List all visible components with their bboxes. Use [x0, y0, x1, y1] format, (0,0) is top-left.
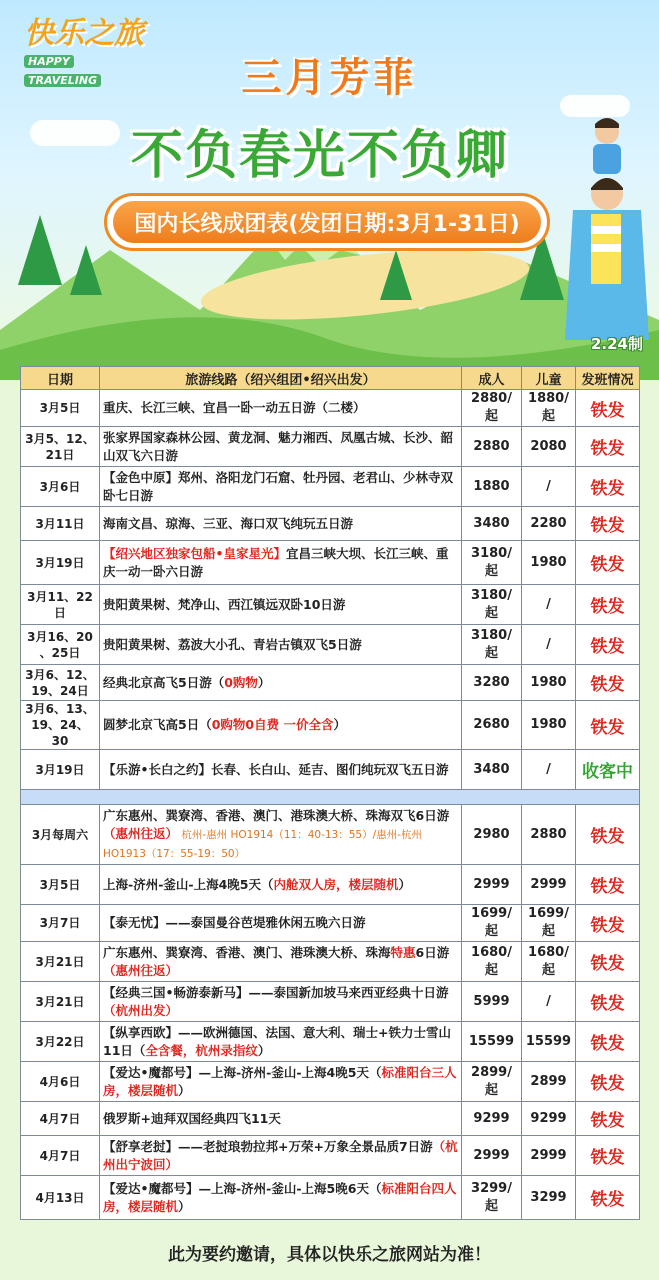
table-row	[21, 585, 640, 625]
status-badge: 铁发	[576, 1136, 640, 1176]
cell-date: 3月5日	[21, 865, 100, 905]
header-status: 发班情况	[576, 367, 640, 390]
route-text: （杭州出宁波回）	[103, 1138, 458, 1172]
table-row	[21, 750, 640, 790]
route-text: 贵阳黄果树、梵净山、西江镇远双卧10日游	[103, 596, 346, 612]
table-row	[21, 665, 640, 701]
logo-text: 快乐之旅	[24, 16, 144, 51]
cell-child-price: /	[522, 750, 576, 790]
cell-route	[100, 467, 462, 507]
version-label: 2.24制	[590, 335, 643, 353]
cell-child-price: 2999	[522, 865, 576, 905]
cell-adult-price: 3480	[462, 750, 522, 790]
cell-child-price: 2080	[522, 427, 576, 467]
cell-date: 3月6日	[21, 467, 100, 507]
cell-date: 3月22日	[21, 1022, 100, 1062]
schedule-banner-text: 国内长线成团表(发团日期:3月1-31日)	[113, 201, 541, 243]
status-badge: 铁发	[576, 427, 640, 467]
cell-adult-price: 5999	[462, 982, 522, 1022]
page-slogan: 不负春光不负卿	[130, 126, 509, 186]
cell-route	[100, 701, 462, 750]
cell-date: 3月21日	[21, 982, 100, 1022]
cell-route	[100, 625, 462, 665]
tree	[18, 215, 62, 285]
page-title: 三月芳菲	[241, 55, 418, 101]
table-row	[21, 701, 640, 750]
route-text: 宜昌三峡大坝、长江三峡、重庆一动一卧六日游	[103, 545, 449, 579]
cell-route	[100, 1062, 462, 1102]
cell-date: 3月21日	[21, 942, 100, 982]
cell-adult-price: 2880/ 起	[462, 390, 522, 427]
cell-date: 3月6、13、 19、24、30	[21, 701, 100, 750]
status-badge: 铁发	[576, 1102, 640, 1136]
header-route: 旅游线路（绍兴组团•绍兴出发）	[100, 367, 462, 390]
table-row	[21, 390, 640, 427]
cell-route	[100, 507, 462, 541]
cell-adult-price: 15599	[462, 1022, 522, 1062]
cell-route	[100, 1176, 462, 1220]
cell-child-price: 2880	[522, 805, 576, 865]
route-text: 广东惠州、巽寮湾、香港、澳门、港珠澳大桥、珠海双飞6日游	[103, 807, 450, 823]
cell-child-price: 1680/ 起	[522, 942, 576, 982]
cell-child-price: 1980	[522, 665, 576, 701]
status-badge: 铁发	[576, 585, 640, 625]
route-text: 贵阳黄果树、荔波大小孔、青岩古镇双飞5日游	[103, 636, 362, 652]
table-row	[21, 507, 640, 541]
cell-adult-price: 1680/ 起	[462, 942, 522, 982]
cell-child-price: /	[522, 982, 576, 1022]
route-text: 【爱达•魔都号】—上海-济州-釜山-上海4晚5天（	[103, 1064, 382, 1080]
header-date: 日期	[21, 367, 100, 390]
header-child: 儿童	[522, 367, 576, 390]
route-text: 俄罗斯+迪拜双国经典四飞11天	[103, 1110, 281, 1126]
cell-route	[100, 427, 462, 467]
cell-adult-price: 3299/ 起	[462, 1176, 522, 1220]
cell-route	[100, 1022, 462, 1062]
cell-date: 3月7日	[21, 905, 100, 942]
table-row	[21, 467, 640, 507]
footer-disclaimer: 此为要约邀请，具体以快乐之旅网站为准！	[168, 1245, 491, 1265]
route-text: 【绍兴地区独家包船•皇家星光】	[103, 545, 286, 561]
status-badge: 铁发	[576, 865, 640, 905]
cell-date: 3月5日	[21, 390, 100, 427]
cell-adult-price: 3180/ 起	[462, 585, 522, 625]
cell-child-price: 1880/ 起	[522, 390, 576, 427]
table-body	[21, 390, 640, 1220]
cell-date: 3月6、12、 19、24日	[21, 665, 100, 701]
route-text: 经典北京高飞5日游（	[103, 674, 225, 690]
table-row	[21, 1022, 640, 1062]
table-row	[21, 942, 640, 982]
tree	[380, 250, 412, 300]
route-text: 【舒享老挝】——老挝琅勃拉邦+万荣+万象全景品质7日游	[103, 1138, 433, 1154]
cell-route	[100, 585, 462, 625]
route-text: 广东惠州、巽寮湾、香港、澳门、港珠澳大桥、珠海	[103, 944, 391, 960]
table-section-divider	[21, 790, 640, 805]
status-badge: 铁发	[576, 541, 640, 585]
header-adult: 成人	[462, 367, 522, 390]
route-text: ）	[178, 1198, 191, 1214]
cell-adult-price: 3280	[462, 665, 522, 701]
cell-child-price: /	[522, 585, 576, 625]
table-row	[21, 1062, 640, 1102]
cell-adult-price: 9299	[462, 1102, 522, 1136]
table-row	[21, 1176, 640, 1220]
status-badge: 铁发	[576, 625, 640, 665]
cell-route	[100, 750, 462, 790]
status-badge: 铁发	[576, 701, 640, 750]
table-row	[21, 1136, 640, 1176]
cell-date: 4月6日	[21, 1062, 100, 1102]
cell-adult-price: 2980	[462, 805, 522, 865]
status-badge: 铁发	[576, 905, 640, 942]
route-text: 内舱双人房，楼层随机	[273, 876, 399, 892]
route-text: 重庆、长江三峡、宜昌一卧一动五日游（二楼）	[103, 400, 366, 415]
table-row	[21, 805, 640, 865]
route-text: 杭州-惠州 HO1914（11：40-13：55）/惠州-杭州 HO1913（17：55-19：50）	[103, 828, 422, 860]
cell-adult-price: 2899/ 起	[462, 1062, 522, 1102]
route-text: （惠州往返）	[103, 962, 179, 978]
table-row	[21, 541, 640, 585]
schedule-banner	[107, 196, 547, 248]
route-text: 海南文昌、琼海、三亚、海口双飞纯玩五日游	[103, 515, 354, 531]
status-badge: 铁发	[576, 942, 640, 982]
route-text: （杭州出发）	[103, 1002, 179, 1018]
cell-adult-price: 2999	[462, 1136, 522, 1176]
cell-adult-price: 3180/ 起	[462, 625, 522, 665]
cell-adult-price: 2680	[462, 701, 522, 750]
cell-date: 3月11日	[21, 507, 100, 541]
status-badge: 铁发	[576, 805, 640, 865]
status-badge: 铁发	[576, 390, 640, 427]
status-badge: 铁发	[576, 1062, 640, 1102]
cell-adult-price: 2999	[462, 865, 522, 905]
cell-date: 4月7日	[21, 1102, 100, 1136]
cell-route	[100, 1136, 462, 1176]
logo-sub-happy: HAPPY	[24, 55, 74, 68]
cell-date: 3月5、12、 21日	[21, 427, 100, 467]
route-text: 0购物0自费 一价全含	[211, 717, 334, 732]
table-row	[21, 865, 640, 905]
cell-date: 3月11、22 日	[21, 585, 100, 625]
cell-adult-price: 1880	[462, 467, 522, 507]
cell-date: 3月19日	[21, 750, 100, 790]
cell-route	[100, 1102, 462, 1136]
status-badge: 收客中	[576, 750, 640, 790]
logo-sub-traveling: TRAVELING	[24, 74, 101, 87]
cell-child-price: 2280	[522, 507, 576, 541]
cell-date: 4月13日	[21, 1176, 100, 1220]
cell-route	[100, 982, 462, 1022]
cell-adult-price: 3180/ 起	[462, 541, 522, 585]
route-text: 全含餐，杭州录指纹	[145, 1042, 258, 1058]
table-row	[21, 982, 640, 1022]
route-text: （惠州往返）	[103, 825, 179, 841]
cell-adult-price: 1699/ 起	[462, 905, 522, 942]
status-badge: 铁发	[576, 1176, 640, 1220]
cell-child-price: 9299	[522, 1102, 576, 1136]
table-row	[21, 905, 640, 942]
route-text: 标准阳台四人房，楼层随机	[103, 1180, 457, 1214]
cell-route	[100, 390, 462, 427]
route-text: 6日游	[415, 944, 450, 960]
cell-adult-price: 2880	[462, 427, 522, 467]
cell-child-price: 15599	[522, 1022, 576, 1062]
cell-child-price: 3299	[522, 1176, 576, 1220]
cell-child-price: /	[522, 625, 576, 665]
route-text: 圆梦北京飞高5日（	[103, 717, 212, 732]
cell-route	[100, 541, 462, 585]
route-text: 【爱达•魔都号】—上海-济州-釜山-上海5晚6天（	[103, 1180, 382, 1196]
cell-child-price: 2999	[522, 1136, 576, 1176]
table-header-row	[21, 367, 640, 390]
cell-route	[100, 665, 462, 701]
route-text: ）	[333, 717, 346, 732]
cell-route	[100, 805, 462, 865]
cell-date: 3月16、20 、25日	[21, 625, 100, 665]
route-text: 上海-济州-釜山-上海4晚5天（	[103, 876, 274, 892]
route-text: 特惠	[390, 944, 416, 960]
route-text: 【经典三国•畅游泰新马】——泰国新加坡马来西亚经典十日游	[103, 984, 449, 1000]
status-badge: 铁发	[576, 507, 640, 541]
cell-route	[100, 865, 462, 905]
route-text: ）	[257, 1042, 271, 1058]
cell-date: 4月7日	[21, 1136, 100, 1176]
table-row	[21, 625, 640, 665]
status-badge: 铁发	[576, 1022, 640, 1062]
tour-schedule-table	[20, 366, 640, 1220]
route-text: ）	[178, 1082, 191, 1098]
route-text: 【泰无忧】——泰国曼谷芭堤雅休闲五晚六日游	[103, 915, 366, 930]
cell-child-price: 1980	[522, 701, 576, 750]
status-badge: 铁发	[576, 467, 640, 507]
cell-adult-price: 3480	[462, 507, 522, 541]
cell-child-price: /	[522, 467, 576, 507]
divider-cell	[21, 790, 640, 805]
route-text: 【金色中原】郑州、洛阳龙门石窟、牡丹园、老君山、少林寺双卧七日游	[103, 469, 454, 503]
cell-route	[100, 942, 462, 982]
route-text: ）	[257, 674, 271, 690]
route-text: 【纵享西欧】——欧洲德国、法国、意大利、瑞士+铁力士雪山11日（	[103, 1024, 451, 1058]
route-text: ）	[398, 876, 411, 892]
route-text: 张家界国家森林公园、黄龙洞、魅力湘西、凤凰古城、长沙、韶山双飞六日游	[103, 429, 454, 463]
cell-date: 3月每周六	[21, 805, 100, 865]
cell-child-price: 1699/ 起	[522, 905, 576, 942]
cell-child-price: 2899	[522, 1062, 576, 1102]
cell-date: 3月19日	[21, 541, 100, 585]
cell-route	[100, 905, 462, 942]
table-row	[21, 427, 640, 467]
route-text: 【乐游•长白之约】长春、长白山、延吉、图们纯玩双飞五日游	[103, 761, 449, 777]
status-badge: 铁发	[576, 665, 640, 701]
table-row	[21, 1102, 640, 1136]
tree	[70, 245, 102, 295]
route-text: 标准阳台三人房，楼层随机	[103, 1064, 457, 1098]
status-badge: 铁发	[576, 982, 640, 1022]
route-text: 0购物	[224, 674, 258, 690]
cell-child-price: 1980	[522, 541, 576, 585]
